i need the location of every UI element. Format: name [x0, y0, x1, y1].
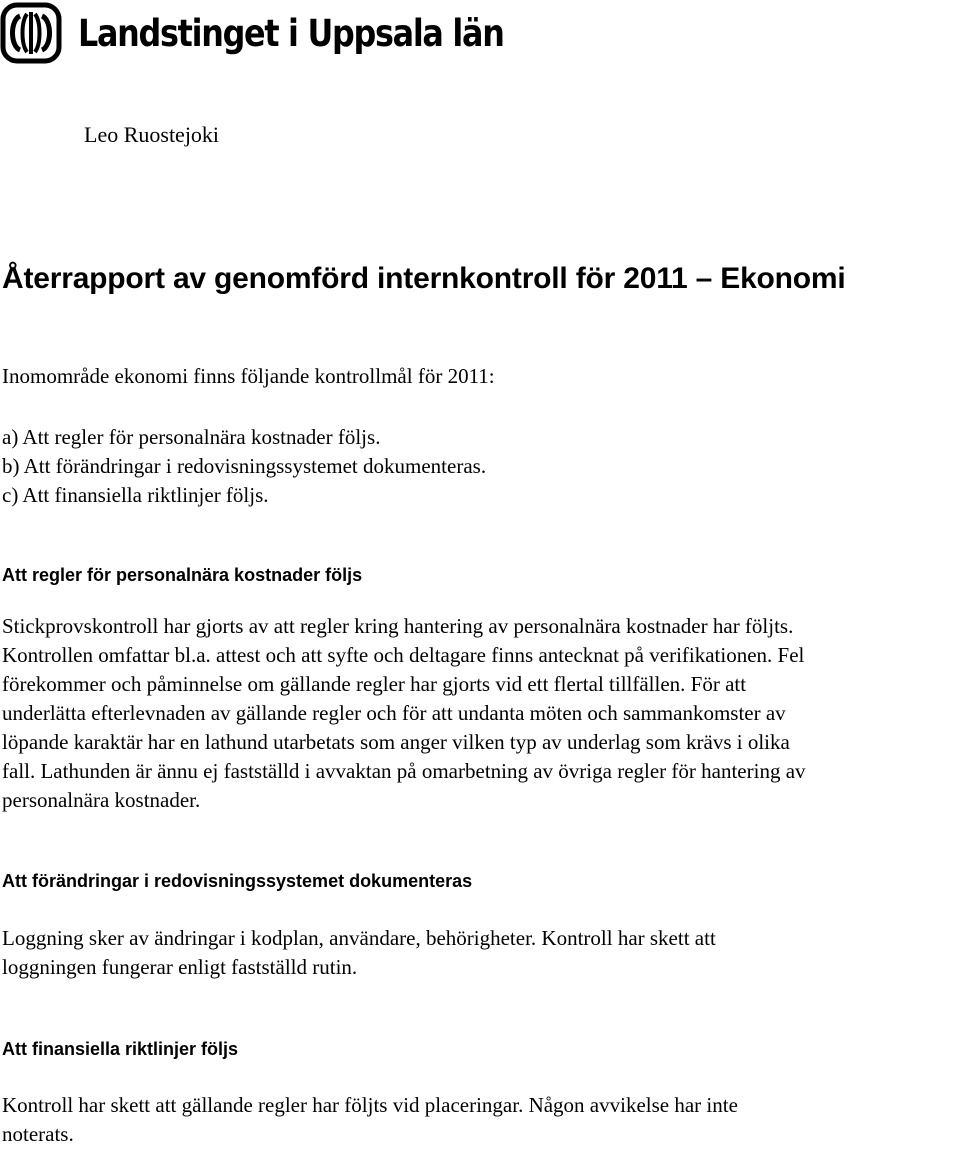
- intro-text: Inomområde ekonomi finns följande kontrollmål för 2011:: [2, 364, 495, 388]
- header-logo: [0, 2, 573, 64]
- section-heading-personalnara: Att regler för personalnära kostnader följs: [2, 565, 363, 585]
- paragraph-line: fall. Lathunden är ännu ej fastställd i avvaktan på omarbetning av övriga regler för hantering av: [2, 759, 806, 783]
- organization-name: Landstinget i Uppsala län: [78, 11, 504, 55]
- landstinget-logo-icon: [0, 2, 62, 64]
- paragraph-line: förekommer och påminnelse om gällande regler har gjorts vid ett flertal tillfällen. För att: [2, 672, 747, 696]
- author-name: Leo Ruostejoki: [84, 122, 220, 147]
- paragraph-line: Kontrollen omfattar bl.a. attest och att syfte och deltagare finns antecknat på verifikationen. Fel: [2, 643, 805, 667]
- document-title: Återrapport av genomförd internkontroll för 2011 – Ekonomi: [2, 262, 846, 295]
- paragraph-line: noterats.: [2, 1122, 74, 1146]
- section-heading-redovisningssystem: Att förändringar i redovisningssystemet dokumenteras: [2, 871, 473, 891]
- section-body-personalnara: [2, 612, 958, 815]
- section-body-finansiella: [2, 1091, 958, 1149]
- paragraph-line: Loggning sker av ändringar i kodplan, användare, behörigheter. Kontroll har skett att: [2, 926, 716, 950]
- paragraph-line: underlätta efterlevnaden av gällande regler och för att undanta möten och sammankomster av: [2, 701, 786, 725]
- paragraph-line: Stickprovskontroll har gjorts av att regler kring hantering av personalnära kostnader har följts.: [2, 614, 794, 638]
- paragraph-line: personalnära kostnader.: [2, 788, 201, 812]
- paragraph-line: löpande karaktär har en lathund utarbetats som anger vilken typ av underlag som krävs i olika: [2, 730, 790, 754]
- section-body-redovisningssystem: [2, 924, 958, 982]
- list-item: a) Att regler för personalnära kostnader följs.: [2, 425, 381, 449]
- list-item: c) Att finansiella riktlinjer följs.: [2, 483, 269, 507]
- paragraph-line: loggningen fungerar enligt fastställd rutin.: [2, 955, 358, 979]
- section-heading-finansiella: Att finansiella riktlinjer följs: [2, 1039, 239, 1059]
- paragraph-line: Kontroll har skett att gällande regler har följts vid placeringar. Någon avvikelse har inte: [2, 1093, 738, 1117]
- control-goals-list: [2, 423, 486, 510]
- list-item: b) Att förändringar i redovisningssystemet dokumenteras.: [2, 454, 487, 478]
